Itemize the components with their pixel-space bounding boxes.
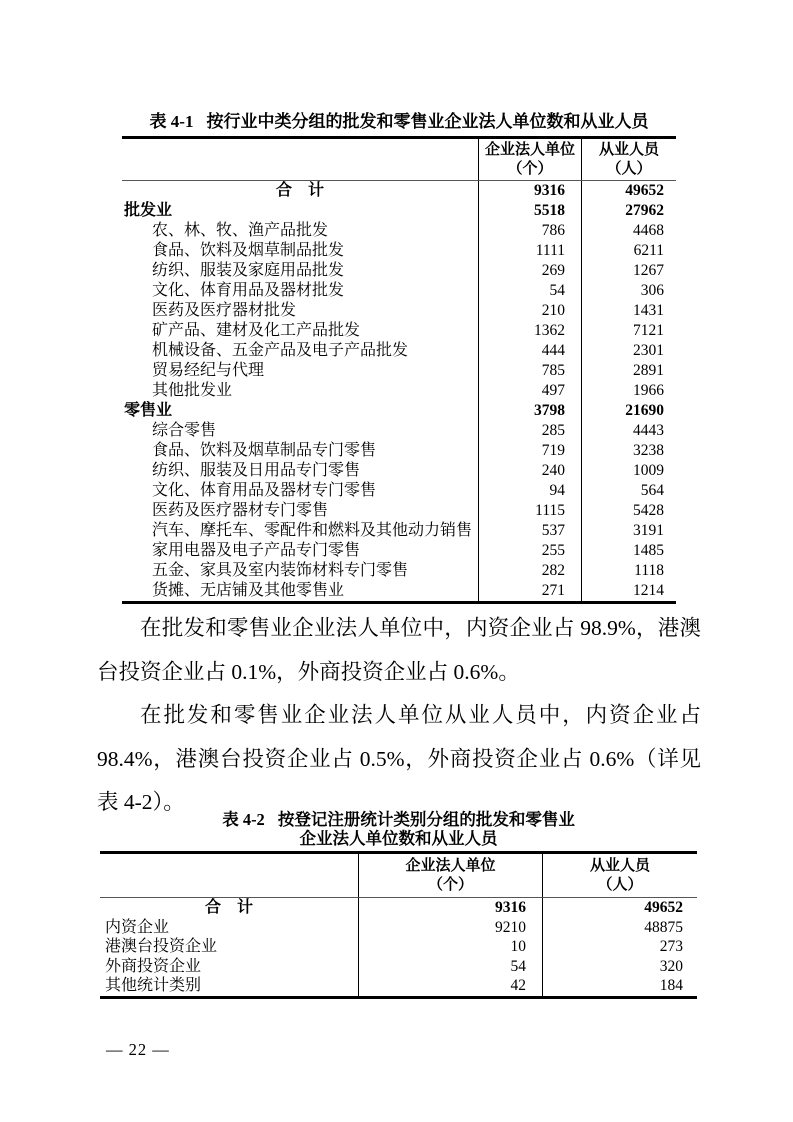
row-units-value: 9210 <box>358 918 542 938</box>
row-persons-value: 2301 <box>581 341 676 361</box>
row-units-value: 210 <box>478 301 581 321</box>
row-label: 食品、饮料及烟草制品专门零售 <box>152 442 377 459</box>
table-row <box>122 541 676 561</box>
page-number: — 22 — <box>106 1040 170 1059</box>
table2-header-stub <box>100 854 358 897</box>
row-units-value: 10 <box>358 937 542 957</box>
row-persons-value: 48875 <box>542 918 697 938</box>
table-row <box>122 201 676 221</box>
table-row <box>122 241 676 261</box>
row-units-value: 1111 <box>478 241 581 261</box>
row-units-value: 54 <box>478 281 581 301</box>
table-row <box>122 521 676 541</box>
row-label: 贸易经纪与代理 <box>152 362 265 379</box>
row-label: 农、林、牧、渔产品批发 <box>152 222 329 239</box>
row-units-value: 240 <box>478 461 581 481</box>
row-persons-value: 1009 <box>581 461 676 481</box>
row-persons-value: 1485 <box>581 541 676 561</box>
row-label: 机械设备、五金产品及电子产品批发 <box>152 342 409 359</box>
row-persons-value: 1966 <box>581 381 676 401</box>
row-persons-value: 49652 <box>581 181 676 201</box>
row-persons-value: 306 <box>581 281 676 301</box>
table2-header-persons <box>542 854 697 897</box>
row-persons-value: 2891 <box>581 361 676 381</box>
row-label: 合 计 <box>275 182 324 199</box>
row-units-value: 1362 <box>478 321 581 341</box>
row-units-value: 786 <box>478 221 581 241</box>
table-row <box>122 321 676 341</box>
row-units-value: 269 <box>478 261 581 281</box>
table-row <box>122 441 676 461</box>
table2-section <box>100 810 697 999</box>
row-persons-value: 320 <box>542 957 697 977</box>
table-row <box>122 561 676 581</box>
table-row <box>100 918 697 938</box>
row-units-value: 537 <box>478 521 581 541</box>
row-units-value: 282 <box>478 561 581 581</box>
row-label: 外商投资企业 <box>105 957 202 975</box>
table2-body <box>100 898 697 996</box>
row-label: 家用电器及电子产品专门零售 <box>152 542 361 559</box>
table-row <box>100 976 697 996</box>
row-persons-value: 6211 <box>581 241 676 261</box>
row-units-value: 9316 <box>478 181 581 201</box>
row-persons-value: 184 <box>542 976 697 996</box>
table1-header-stub <box>122 139 478 180</box>
table-row <box>100 898 697 918</box>
row-label: 其他批发业 <box>152 382 233 399</box>
row-persons-value: 1214 <box>581 581 676 601</box>
row-persons-value: 21690 <box>581 401 676 421</box>
row-label: 货摊、无店铺及其他零售业 <box>152 582 345 599</box>
row-label: 汽车、摩托车、零配件和燃料及其他动力销售 <box>152 522 473 539</box>
table1-header-persons-name: 从业人员 <box>598 141 659 158</box>
table2-title-line1 <box>100 810 697 829</box>
row-label: 医药及医疗器材专门零售 <box>152 502 329 519</box>
row-label: 医药及医疗器材批发 <box>152 302 297 319</box>
row-persons-value: 1267 <box>581 261 676 281</box>
row-units-value: 271 <box>478 581 581 601</box>
table2-title <box>100 810 697 848</box>
row-label: 内资企业 <box>105 918 170 936</box>
table1-header <box>122 139 676 181</box>
row-units-value: 785 <box>478 361 581 381</box>
row-persons-value: 49652 <box>542 898 697 918</box>
table1-header-units <box>478 139 581 180</box>
table-row <box>100 937 697 957</box>
table2-header-persons-unit: （人） <box>597 876 643 893</box>
table1-header-units-unit: （个） <box>507 160 553 177</box>
table-row <box>122 341 676 361</box>
row-label: 批发业 <box>124 202 173 219</box>
row-units-value: 255 <box>478 541 581 561</box>
table2-header-units-unit: （个） <box>427 876 473 893</box>
row-label: 文化、体育用品及器材专门零售 <box>152 482 377 499</box>
body-text <box>97 607 701 825</box>
row-persons-value: 5428 <box>581 501 676 521</box>
row-persons-value: 564 <box>581 481 676 501</box>
table1-title-text: 按行业中类分组的批发和零售业企业法人单位数和从业人员 <box>206 112 649 131</box>
row-units-value: 1115 <box>478 501 581 521</box>
table2-title-text: 按登记注册统计类别分组的批发和零售业 <box>277 810 575 829</box>
row-units-value: 497 <box>478 381 581 401</box>
row-persons-value: 7121 <box>581 321 676 341</box>
table-row <box>122 221 676 241</box>
table2-header-units <box>358 854 542 897</box>
row-units-value: 285 <box>478 421 581 441</box>
row-label: 五金、家具及室内装饰材料专门零售 <box>152 562 409 579</box>
table-row <box>122 301 676 321</box>
table-row <box>100 957 697 977</box>
row-units-value: 719 <box>478 441 581 461</box>
row-persons-value: 1118 <box>581 561 676 581</box>
paragraph-units-share: 在批发和零售业企业法人单位中，内资企业占 98.9%，港澳台投资企业占 0.1%，外商投资企业占 0.6%。 <box>97 616 701 684</box>
row-units-value: 54 <box>358 957 542 977</box>
table-row <box>122 381 676 401</box>
table2-title-line2: 企业法人单位数和从业人员 <box>299 829 498 848</box>
row-units-value: 9316 <box>358 898 542 918</box>
row-persons-value: 3191 <box>581 521 676 541</box>
table1-title <box>122 112 676 132</box>
row-units-value: 444 <box>478 341 581 361</box>
row-label: 矿产品、建材及化工产品批发 <box>152 322 361 339</box>
row-label: 综合零售 <box>152 422 217 439</box>
table1 <box>122 136 676 604</box>
table1-header-units-name: 企业法人单位 <box>484 141 575 158</box>
table-row <box>122 481 676 501</box>
table1-title-number: 表 4-1 <box>149 112 194 131</box>
table2-header-persons-name: 从业人员 <box>589 857 650 874</box>
row-label: 零售业 <box>124 402 173 419</box>
table-row <box>122 181 676 201</box>
table1-header-persons-unit: （人） <box>606 160 652 177</box>
table-row <box>122 401 676 421</box>
table2-header <box>100 854 697 898</box>
paragraph-persons-share: 在批发和零售业企业法人单位从业人员中，内资企业占 98.4%，港澳台投资企业占 0.5%，外商投资企业占 0.6%（详见表 4-2）。 <box>97 703 701 814</box>
row-units-value: 94 <box>478 481 581 501</box>
row-units-value: 5518 <box>478 201 581 221</box>
table2-header-units-name: 企业法人单位 <box>405 857 496 874</box>
table-row <box>122 421 676 441</box>
row-units-value: 3798 <box>478 401 581 421</box>
table-row <box>122 501 676 521</box>
row-persons-value: 273 <box>542 937 697 957</box>
table-row <box>122 581 676 601</box>
row-label: 纺织、服装及日用品专门零售 <box>152 462 361 479</box>
row-label: 食品、饮料及烟草制品批发 <box>152 242 345 259</box>
table1-body <box>122 181 676 601</box>
row-persons-value: 4443 <box>581 421 676 441</box>
table1-section <box>122 112 676 604</box>
row-label: 纺织、服装及家庭用品批发 <box>152 262 345 279</box>
table-row <box>122 461 676 481</box>
table1-header-persons <box>581 139 676 180</box>
table2 <box>100 851 697 999</box>
row-persons-value: 4468 <box>581 221 676 241</box>
row-label: 文化、体育用品及器材批发 <box>152 282 345 299</box>
row-persons-value: 1431 <box>581 301 676 321</box>
table-row <box>122 361 676 381</box>
row-label: 港澳台投资企业 <box>105 938 218 956</box>
table2-title-number: 表 4-2 <box>222 810 265 829</box>
table-row <box>122 261 676 281</box>
row-label: 其他统计类别 <box>105 977 202 995</box>
row-persons-value: 3238 <box>581 441 676 461</box>
row-persons-value: 27962 <box>581 201 676 221</box>
table-row <box>122 281 676 301</box>
row-label: 合 计 <box>204 899 253 916</box>
row-units-value: 42 <box>358 976 542 996</box>
